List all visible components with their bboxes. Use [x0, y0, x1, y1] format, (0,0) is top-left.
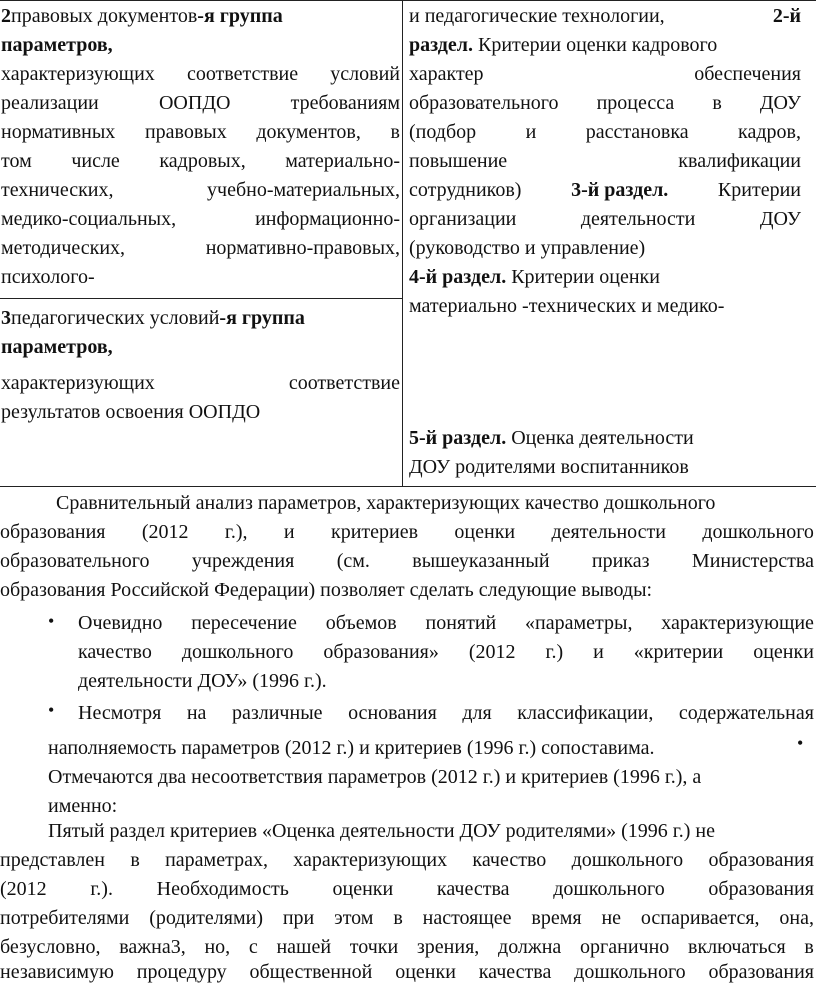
- group-2-heading: 2правовых документов-я группа: [1, 5, 283, 27]
- paragraph-line: безусловно, важна3, но, с нашей точки зрения, должна органично включаться в: [0, 936, 814, 958]
- group-2-line: нормативных правовых документов, в: [1, 121, 400, 143]
- paragraph-line: независимую процедуру общественной оценки качества дошкольного образования: [0, 961, 814, 983]
- criteria-line: повышение квалификации: [409, 150, 801, 172]
- bullet-line: именно:: [48, 795, 118, 817]
- bullet-line: Отмечаются два несоответствия параметров (2012 г.) и критериев (1996 г.), а: [48, 766, 702, 788]
- bullet-line: деятельности ДОУ» (1996 г.).: [78, 670, 327, 692]
- paragraph-line: Пятый раздел критериев «Оценка деятельности ДОУ родителями» (1996 г.) не: [48, 820, 715, 842]
- criteria-line: образовательного процесса в ДОУ: [409, 92, 801, 114]
- criteria-line: организации деятельности ДОУ: [409, 208, 801, 230]
- criteria-line: (подбор и расстановка кадров,: [409, 121, 801, 143]
- bullet-line: наполняемость параметров (2012 г.) и критериев (1996 г.) сопоставима.: [48, 737, 655, 759]
- paragraph-line: потребителями (родителями) при этом в настоящее время не оспаривается, она,: [0, 907, 814, 929]
- group-2-line: психолого-: [1, 266, 95, 288]
- bullet-line: Очевидно пересечение объемов понятий «параметры, характеризующие: [78, 612, 814, 634]
- bullet-line: качество дошкольного образования» (2012 г.) и «критерии оценки: [78, 641, 814, 663]
- bullet-icon: •: [48, 611, 55, 631]
- group-3-heading: 3педагогических условий-я группа: [1, 307, 305, 329]
- bullet-icon: •: [48, 700, 55, 720]
- group-2-line: медико-социальных, информационно-: [1, 208, 400, 230]
- paragraph-line: представлен в параметрах, характеризующих качество дошкольного образования: [0, 849, 814, 871]
- criteria-line: сотрудников) 3-й раздел. Критерии: [409, 179, 801, 201]
- group-2-line: реализации ООПДО требованиям: [1, 92, 400, 114]
- group-3-line: характеризующих соответствие: [1, 372, 400, 394]
- group-2-line: характеризующих соответствие условий: [1, 63, 400, 85]
- group-2-line: методических, нормативно-правовых,: [1, 237, 400, 259]
- criteria-line: раздел. Критерии оценки кадрового: [409, 34, 718, 56]
- paragraph-line: образования (2012 г.), и критериев оценки деятельности дошкольного: [0, 521, 814, 543]
- criteria-line: 5-й раздел. Оценка деятельности: [409, 427, 694, 449]
- paragraph-line: (2012 г.). Необходимость оценки качества дошкольного образования: [0, 878, 814, 900]
- group-2-heading-2: параметров,: [1, 34, 113, 56]
- paragraph-line: образования Российской Федерации) позволяет сделать следующие выводы:: [0, 579, 653, 601]
- bullet-line: Несмотря на различные основания для классификации, содержательная: [78, 702, 814, 724]
- paragraph-line: образовательного учреждения (см. вышеуказанный приказ Министерства: [0, 550, 814, 572]
- group-2-line: том числе кадровых, материально-: [1, 150, 400, 172]
- group-3-heading-2: параметров,: [1, 336, 113, 358]
- group-3-line: результатов освоения ООПДО: [1, 401, 261, 423]
- criteria-line: (руководство и управление): [409, 237, 646, 259]
- bullet-icon: •: [797, 733, 804, 753]
- group-2-line: технических, учебно-материальных,: [1, 179, 400, 201]
- criteria-line: материально -технических и медико-: [409, 295, 725, 317]
- criteria-line: ДОУ родителями воспитанников: [409, 456, 689, 478]
- criteria-line: 4-й раздел. Критерии оценки: [409, 266, 660, 288]
- paragraph-line: Сравнительный анализ параметров, характеризующих качество дошкольного: [56, 492, 716, 514]
- criteria-line: характер обеспечения: [409, 63, 801, 85]
- criteria-line: и педагогические технологии, 2-й: [409, 5, 801, 27]
